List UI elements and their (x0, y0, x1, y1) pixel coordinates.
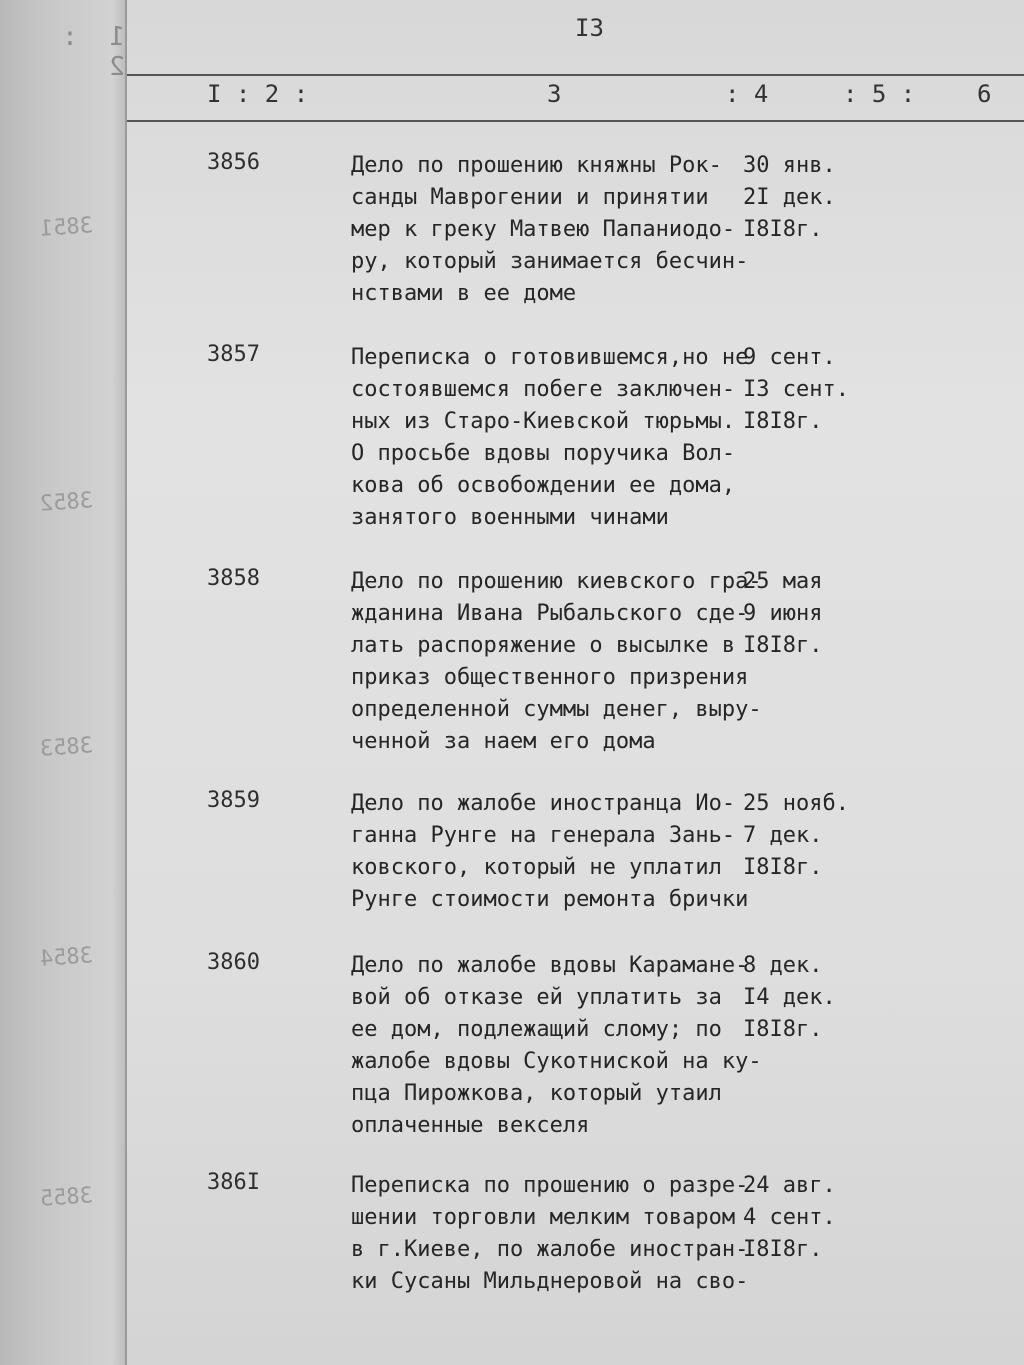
table-header (127, 74, 1024, 122)
description-line: жалобе вдовы Сукотниской на ку- (351, 1049, 762, 1074)
description-line: состоявшемся побеге заключен- (351, 377, 736, 402)
left-page-number: 3851 (39, 213, 94, 242)
date-start: 24 авг. (743, 1173, 836, 1198)
entry-description (351, 1170, 751, 1298)
date-end: 2I дек. (743, 185, 836, 210)
description-line: ных из Старо-Киевской тюрьмы. (351, 409, 736, 434)
entry-number: 386I (207, 1170, 260, 1195)
date-end: 7 дек. (743, 823, 823, 848)
description-line: Дело по прошению киевского гра- (351, 569, 762, 594)
entry-number: 3858 (207, 566, 260, 591)
entry-dates (743, 566, 903, 662)
description-line: ее дом, подлежащий слому; по (351, 1017, 722, 1042)
date-year: I8I8г. (743, 1017, 823, 1042)
description-line: занятого военными чинами (351, 505, 669, 530)
entry-dates (743, 342, 903, 438)
description-line: ковского, который не уплатил (351, 855, 722, 880)
entry-number: 3856 (207, 150, 260, 175)
entry-number: 3860 (207, 950, 260, 975)
description-line: санды Маврогении и принятии (351, 185, 709, 210)
header-col-4: : 4 (725, 80, 769, 108)
description-line: Дело по жалобе иностранца Ио- (351, 791, 736, 816)
date-end: I4 дек. (743, 985, 836, 1010)
entry-description (351, 566, 762, 758)
description-line: лать распоряжение о высылке в (351, 633, 736, 658)
page-number: I3 (575, 14, 604, 42)
left-page-number: 3852 (39, 488, 94, 517)
description-line: ченной за наем его дома (351, 729, 656, 754)
description-line: пца Пирожкова, который утаил (351, 1081, 722, 1106)
header-col-6: 6 (977, 80, 992, 108)
date-end: I3 сент. (743, 377, 849, 402)
entry-dates (743, 788, 903, 884)
description-line: Переписка о готовившемся,но не (351, 345, 749, 370)
date-start: 30 янв. (743, 153, 836, 178)
date-start: 8 дек. (743, 953, 823, 978)
date-start: 25 мая (743, 569, 823, 594)
left-page-number: 3855 (39, 1183, 94, 1212)
description-line: вой об отказе ей уплатить за (351, 985, 722, 1010)
description-line: приказ общественного призрения (351, 665, 749, 690)
description-line: ру, который занимается бесчин- (351, 249, 749, 274)
entry-dates (743, 950, 903, 1046)
entry-description (351, 950, 762, 1142)
description-line: Дело по прошению княжны Рок- (351, 153, 722, 178)
entry-dates (743, 150, 903, 246)
entry-description (351, 342, 751, 534)
date-year: I8I8г. (743, 633, 823, 658)
left-page-edge (0, 0, 127, 1365)
left-page-number: 3853 (39, 733, 94, 762)
date-year: I8I8г. (743, 409, 823, 434)
entry-description (351, 150, 751, 310)
document-page (127, 0, 1024, 1365)
description-line: жданина Ивана Рыбальского сде- (351, 601, 749, 626)
date-year: I8I8г. (743, 1237, 823, 1262)
description-line: ганна Рунге на генерала Зань- (351, 823, 736, 848)
description-line: нствами в ее доме (351, 281, 577, 306)
header-col-3: 3 (547, 80, 562, 108)
description-line: оплаченные векселя (351, 1113, 590, 1138)
description-line: Дело по жалобе вдовы Карамане- (351, 953, 749, 978)
description-line: мер к греку Матвею Папаниодо- (351, 217, 736, 242)
entry-dates (743, 1170, 903, 1266)
header-col-5: : 5 : (843, 80, 916, 108)
header-col-1-2: I : 2 : (207, 80, 309, 108)
description-line: ки Сусаны Мильднеровой на сво- (351, 1269, 749, 1294)
description-line: определенной суммы денег, выру- (351, 697, 762, 722)
entry-number: 3859 (207, 788, 260, 813)
entry-description (351, 788, 751, 916)
left-page-header: 1 : 2 (54, 22, 125, 82)
date-start: 25 нояб. (743, 791, 849, 816)
date-end: 9 июня (743, 601, 823, 626)
date-year: I8I8г. (743, 855, 823, 880)
description-line: О просьбе вдовы поручика Вол- (351, 441, 736, 466)
description-line: в г.Киеве, по жалобе иностран- (351, 1237, 749, 1262)
date-year: I8I8г. (743, 217, 823, 242)
date-end: 4 сент. (743, 1205, 836, 1230)
description-line: шении торговли мелким товаром (351, 1205, 736, 1230)
date-start: 9 сент. (743, 345, 836, 370)
description-line: Рунге стоимости ремонта брички (351, 887, 749, 912)
left-page-number: 3854 (39, 943, 94, 972)
description-line: кова об освобождении ее дома, (351, 473, 736, 498)
description-line: Переписка по прошению о разре- (351, 1173, 749, 1198)
entry-number: 3857 (207, 342, 260, 367)
